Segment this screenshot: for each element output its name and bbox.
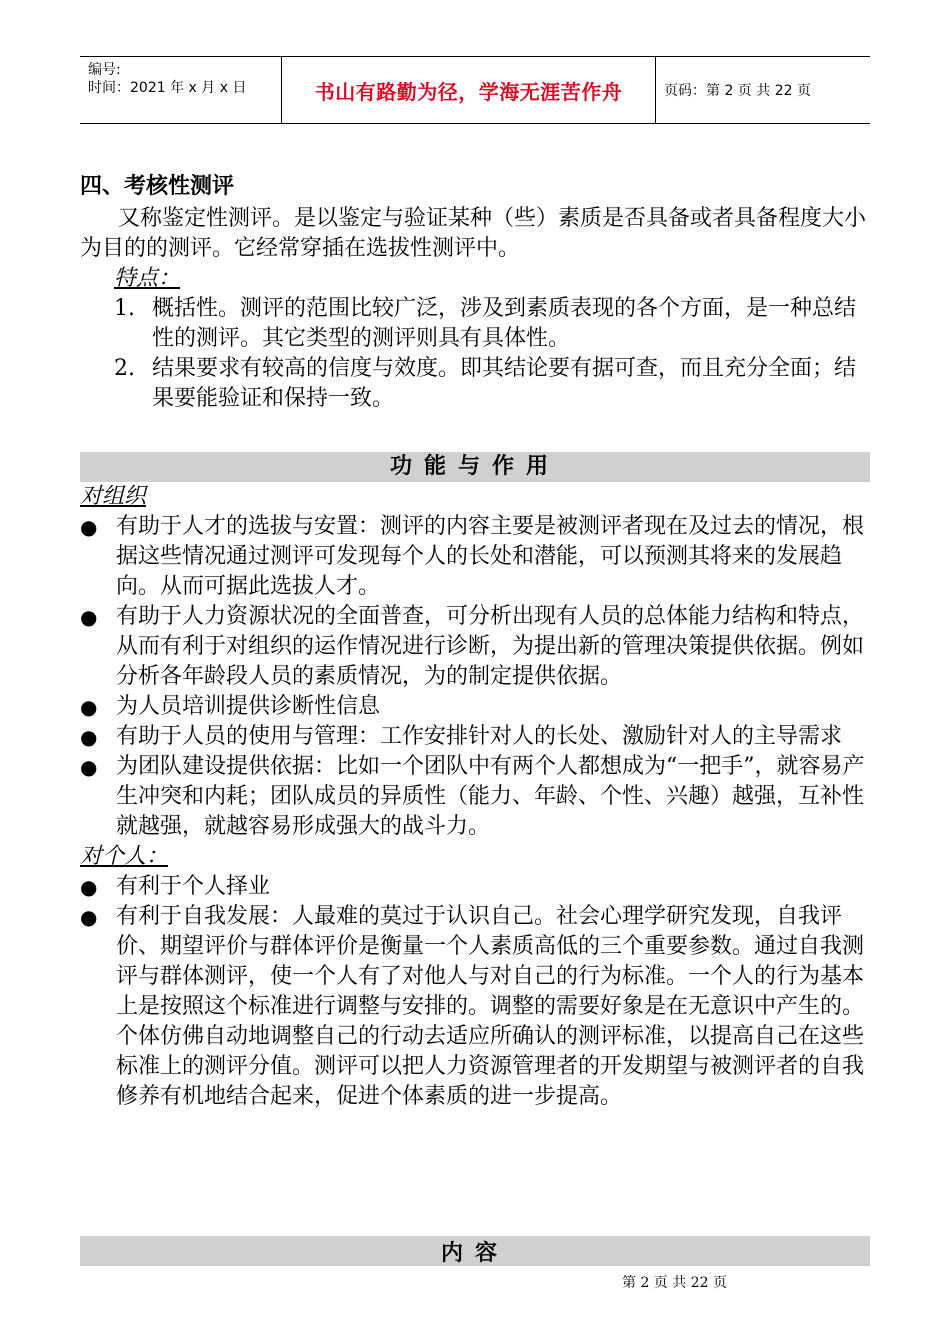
- section-banner-content: 内容: [80, 1236, 870, 1266]
- item-text: 有利于个人择业: [116, 874, 271, 899]
- features-label: [80, 264, 870, 294]
- date-label: 时间：2021 年 x 月 x 日: [88, 80, 247, 96]
- bullet-icon: ●: [80, 905, 98, 929]
- header-motto-cell: [282, 57, 656, 123]
- item-text: 有助于人员的使用与管理：工作安排针对人的长处、激励针对人的主导需求: [116, 724, 843, 749]
- page-footer: 第 2 页 共 22 页: [622, 1275, 727, 1291]
- item-number: 2.: [114, 356, 135, 381]
- list-item: [80, 692, 870, 722]
- section-intro: 又称鉴定性测评。是以鉴定与验证某种（些）素质是否具备或者具备程度大小为目的的测评。它经常穿插在选拔性测评中。: [80, 206, 867, 261]
- item-text: 有利于自我发展：人最难的莫过于认识自己。社会心理学研究发现，自我评价、期望评价与群体评价是衡量一个人素质高低的三个重要参数。通过自我测评与群体测评，使一个人有了对他人与对自己的行为标准。一个人的行为基本上是按照这个标准进行调整与安排的。调整的需要好象是在无意识中产生的。个体仿佛自动地调整自己的行动去适应所确认的测评标准，以提高自己在这些标准上的测评分值。测评可以把人力资源管理者的开发期望与被测评者的自我修养有机地结合起来，促进个体素质的进一步提高。: [116, 904, 865, 1109]
- features-label-text: 特点：: [114, 266, 181, 291]
- item-number: 1.: [114, 296, 135, 321]
- item-text: 为团队建设提供依据：比如一个团队中有两个人都想成为“一把手”，就容易产生冲突和内耗；团队成员的异质性（能力、年龄、个性、兴趣）越强，互补性就越强，就越容易形成强大的战斗力。: [116, 754, 865, 839]
- number-label: 编号:: [88, 62, 121, 78]
- list-item: [80, 902, 870, 1112]
- bullet-icon: ●: [80, 875, 98, 899]
- item-text: 为人员培训提供诊断性信息: [116, 694, 381, 719]
- page-info: 页码：第 2 页 共 22 页: [664, 83, 811, 99]
- item-text: 结果要求有较高的信度与效度。即其结论要有据可查，而且充分全面；结果要能验证和保持一致。: [152, 356, 857, 411]
- org-label: 对组织: [80, 484, 147, 509]
- list-item: [80, 722, 870, 752]
- list-item: [80, 294, 870, 354]
- list-item: [80, 752, 870, 842]
- item-text: 概括性。测评的范围比较广泛，涉及到素质表现的各个方面，是一种总结性的测评。其它类型的测评则具有具体性。: [152, 296, 857, 351]
- bullet-icon: ●: [80, 605, 98, 629]
- page-header: [80, 56, 870, 124]
- list-item: [80, 354, 870, 414]
- list-item: [80, 872, 870, 902]
- section-title: 四、考核性测评: [80, 174, 235, 199]
- list-item: [80, 512, 870, 602]
- bullet-icon: ●: [80, 515, 98, 539]
- motto: 书山有路勤为径，学海无涯苦作舟: [314, 79, 623, 104]
- section-banner-function: 功能与作用: [80, 452, 870, 482]
- list-item: [80, 602, 870, 692]
- bullet-icon: ●: [80, 755, 98, 779]
- main-content: [80, 172, 870, 1112]
- bullet-icon: ●: [80, 725, 98, 749]
- item-text: 有助于人才的选拔与安置：测评的内容主要是被测评者现在及过去的情况，根据这些情况通过测评可发现每个人的长处和潜能，可以预测其将来的发展趋向。从而可据此选拔人才。: [116, 514, 865, 599]
- header-meta: [80, 57, 282, 123]
- person-label: 对个人：: [80, 844, 169, 869]
- bullet-icon: ●: [80, 695, 98, 719]
- item-text: 有助于人力资源状况的全面普查，可分析出现有人员的总体能力结构和特点，从而有利于对组织的运作情况进行诊断，为提出新的管理决策提供依据。例如分析各年龄段人员的素质情况，为的制定提供依据。: [116, 604, 865, 689]
